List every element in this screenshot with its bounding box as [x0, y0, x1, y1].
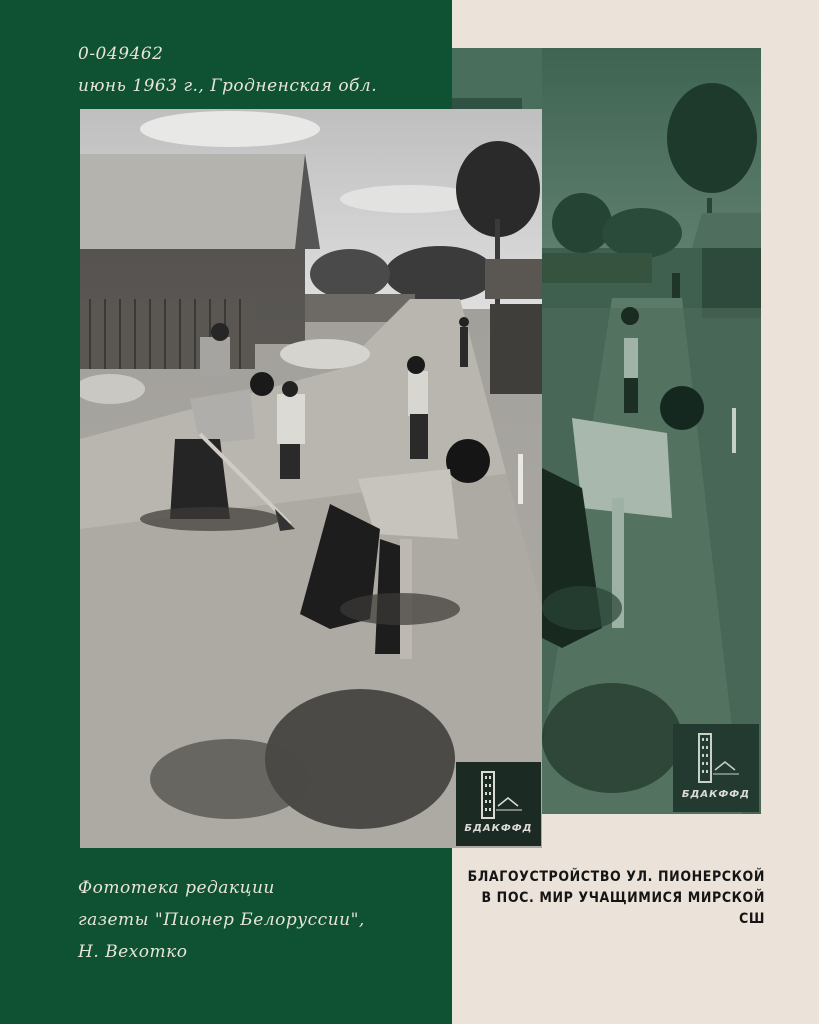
caption-line-2: В ПОС. МИР УЧАЩИМИСЯ МИРСКОЙ — [481, 890, 765, 906]
photo-caption — [455, 867, 765, 930]
photo-credit — [78, 872, 365, 968]
archive-logo-duplicate — [673, 724, 759, 812]
credit-line-1: Фототека редакции — [78, 878, 275, 898]
tinted-photo-duplicate — [542, 48, 761, 814]
caption-line-3: СШ — [738, 911, 765, 927]
logo-text: БДАКФФД — [681, 789, 751, 800]
archive-meta — [78, 38, 377, 102]
logo-text: БДАКФФД — [464, 823, 533, 834]
archive-id: 0-049462 — [78, 44, 164, 64]
credit-line-3: Н. Вехотко — [78, 942, 188, 962]
archive-logo-main — [456, 762, 541, 846]
date-place: июнь 1963 г., Гродненская обл. — [78, 76, 378, 96]
tinted-photo-top-strip — [452, 48, 542, 109]
main-archive-photo — [80, 109, 542, 848]
credit-line-2: газеты "Пионер Белоруссии", — [78, 910, 365, 930]
caption-line-1: БЛАГОУСТРОЙСТВО УЛ. ПИОНЕРСКОЙ — [467, 869, 765, 885]
